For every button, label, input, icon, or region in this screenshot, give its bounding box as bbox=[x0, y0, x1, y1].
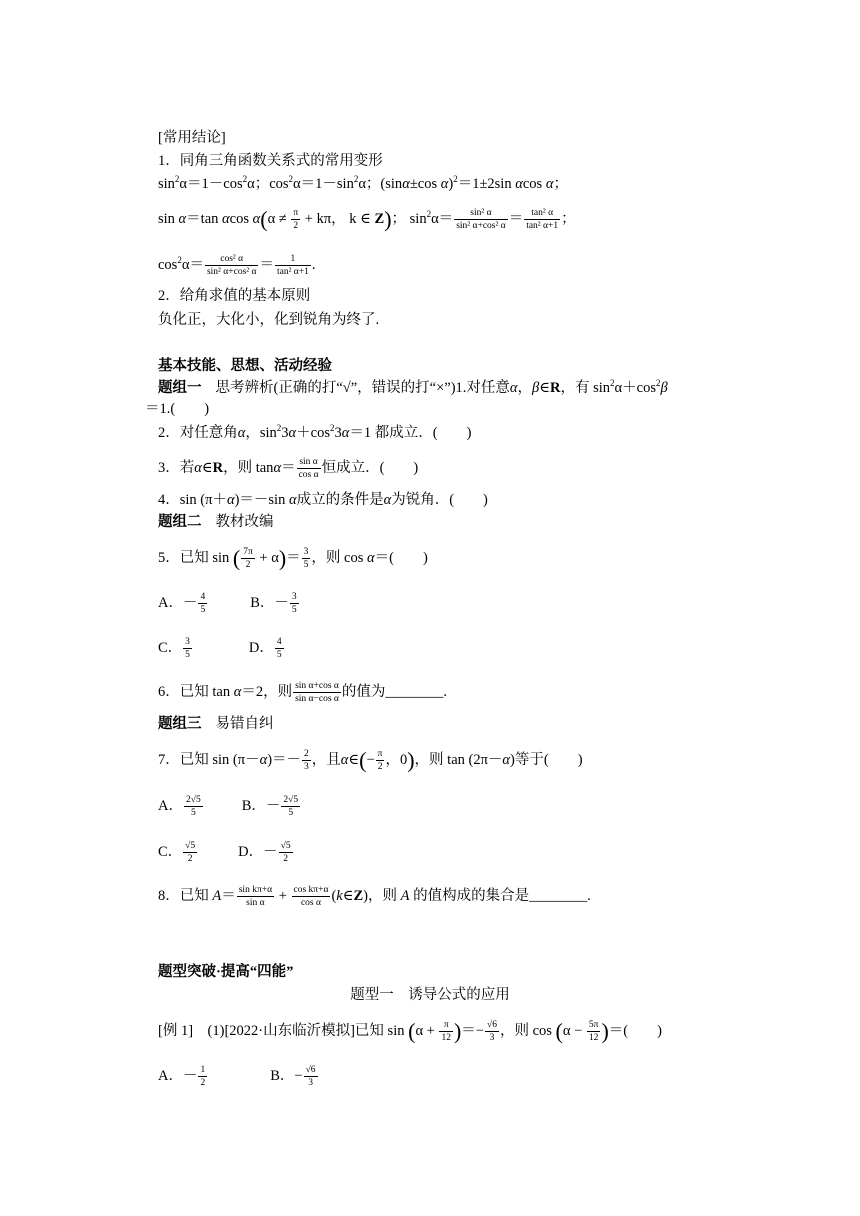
item-2-text: 负化正，大化小，化到锐角为终了. bbox=[158, 312, 380, 328]
option-c[interactable]: C． $\frac{3}{5}$ bbox=[158, 637, 190, 660]
question-5-options-ab bbox=[158, 591, 300, 616]
section-heading-basic-skills: 基本技能、思想、活动经验 bbox=[158, 358, 332, 374]
question-3: 3．若α∈R，则 tanα＝ $\frac{\text{sin α}}{\text{cos α}}$ 恒成立．( ) bbox=[158, 457, 419, 480]
type-one-title: 题型一 诱导公式的应用 bbox=[350, 987, 510, 1003]
option-d[interactable]: D．－ $\frac{√5}{2}$ bbox=[238, 841, 291, 864]
question-1-continuation: ＝1.( ) bbox=[145, 401, 210, 417]
question-7-options-ab bbox=[158, 794, 301, 819]
option-b[interactable]: B．－ $\frac{3}{5}$ bbox=[250, 592, 297, 615]
question-2: 2．对任意角α，$\sin^23\alpha+\cos^23\alpha=1$ 都成立．( ) bbox=[158, 423, 472, 441]
group-3-heading: 题组三 易错自纠 bbox=[158, 716, 274, 732]
section-heading-type-breakthrough: 题型突破·提高“四能” bbox=[158, 964, 294, 980]
group-1-line: 题组一 思考辨析(正确的打“√”，错误的打“×”)1.对任意α，β∈R，有 $\sin^2\alpha+\cos^2\beta$ bbox=[158, 378, 668, 396]
item-1-title: 1．同角三角函数关系式的常用变形 bbox=[158, 153, 383, 169]
formula-line-3: $\cos^2\alpha=$ $\frac{\text{cos² α}}{\text{sin² α+cos² α}}$ ＝ $\frac{1}{\text{tan² α+1}}$ . bbox=[158, 254, 316, 277]
question-8: 8．已知 A＝ $\frac{\text{sin kπ+α}}{\text{sin α}}$ + $\frac{\text{cos kπ+α}}{\text{cos α}}$ (k∈Z)，则 A 的值构成的集合是________. bbox=[158, 885, 591, 908]
item-2-title: 2．给角求值的基本原则 bbox=[158, 288, 311, 304]
formula-line-2: sin α＝tan αcos α(α ≠ $\frac{\pi}{2}$ + kπ， k ∈ Z)； $\sin^2\alpha=$ $\frac{\text{sin² α}}{\text{sin² α+cos² α}}$ ＝ $\frac{\text{tan² α}}{\text{tan² α+1}}$ ； bbox=[158, 206, 576, 232]
option-a[interactable]: A． $\frac{2√5}{5}$ bbox=[158, 795, 201, 818]
example-1: [例 1] (1)[2022·山东临沂模拟]已知 sin (α + $\frac{\pi}{12}$ )＝− $\frac{√6}{3}$ ，则 cos (α − $\frac{5\pi}{12}$ )＝( ) bbox=[158, 1018, 662, 1044]
section-heading-common-conclusions: [常用结论] bbox=[158, 130, 226, 146]
question-6: 6．已知 tan α＝2，则 $\frac{\text{sin α+cos α}}{\text{sin α−cos α}}$ 的值为________. bbox=[158, 681, 448, 704]
option-c[interactable]: C． $\frac{√5}{2}$ bbox=[158, 841, 196, 864]
formula-line-1: $\sin^2\alpha=1-\cos^2\alpha$；$\cos^2\alpha=1-\sin^2\alpha$；(sinα±cos α)$^2$＝1±2sin αcos α； bbox=[158, 174, 568, 192]
option-d[interactable]: D． $\frac{4}{5}$ bbox=[248, 637, 282, 660]
question-4: 4．sin (π＋α)＝－sin α成立的条件是α为锐角．( ) bbox=[158, 492, 488, 508]
option-b[interactable]: B．－ $\frac{2√5}{5}$ bbox=[241, 795, 299, 818]
example-1-options bbox=[158, 1064, 319, 1089]
question-7: 7．已知 sin (π－α)＝－ $\frac{2}{3}$ ，且α∈(− $\frac{\pi}{2}$ ，0)，则 tan (2π－α)等于( ) bbox=[158, 747, 583, 773]
question-7-options-cd bbox=[158, 840, 294, 865]
question-5: 5．已知 sin ( $\frac{7\pi}{2}$ + α)＝ $\frac{3}{5}$ ，则 cos α＝( ) bbox=[158, 545, 428, 571]
group-2-heading: 题组二 教材改编 bbox=[158, 514, 274, 530]
option-a[interactable]: A．－ $\frac{1}{2}$ bbox=[158, 1065, 206, 1088]
option-a[interactable]: A．－ $\frac{4}{5}$ bbox=[158, 592, 206, 615]
question-5-options-cd bbox=[158, 636, 285, 661]
option-b[interactable]: B．− $\frac{√6}{3}$ bbox=[270, 1065, 316, 1088]
